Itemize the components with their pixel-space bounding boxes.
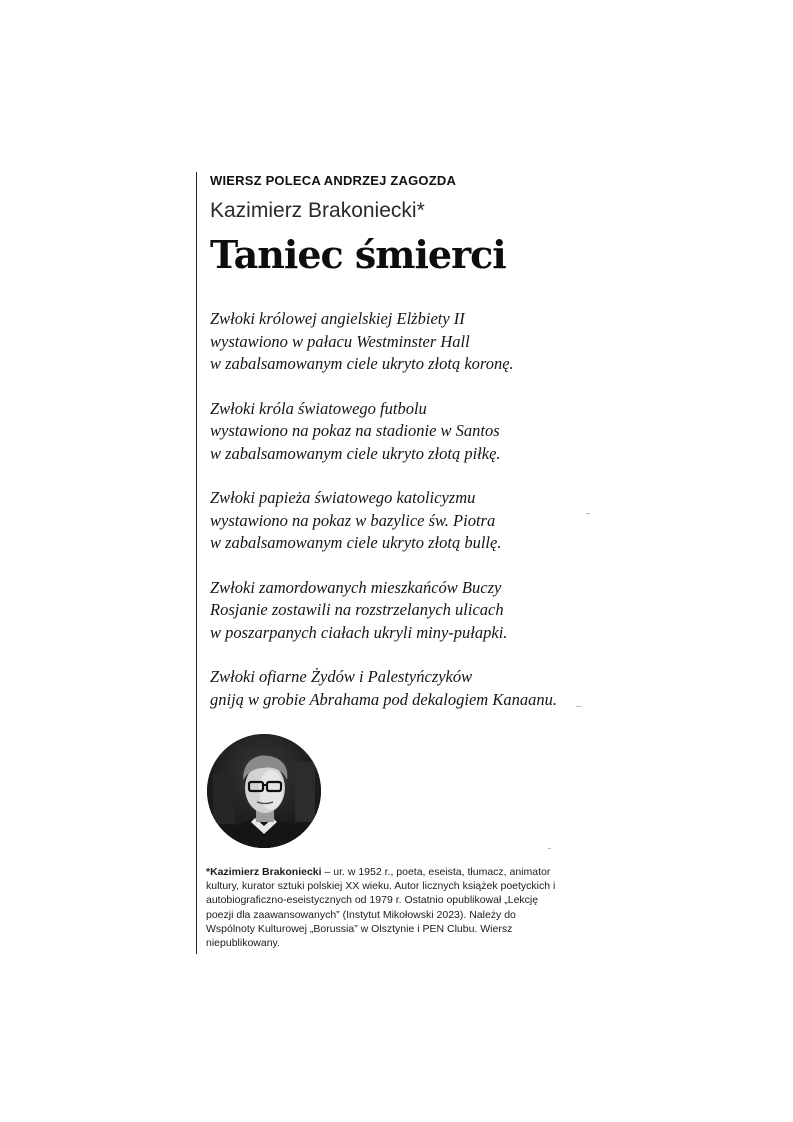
poem-stanza <box>210 308 590 376</box>
poem-line: Rosjanie zostawili na rozstrzelanych ulicach <box>210 600 504 619</box>
poem-line: wystawiono na pokaz w bazylice św. Piotra <box>210 510 496 530</box>
poem-line: w zabalsamowanym ciele ukryto złotą koronę. <box>210 354 514 373</box>
poem-line: w zabalsamowanym ciele ukryto złotą piłkę. <box>210 443 501 463</box>
portrait-image <box>207 734 321 848</box>
poem-stanza <box>210 666 590 711</box>
poem-line: wystawiono na pokaz na stadionie w Santos <box>210 421 500 440</box>
poem-line: Zwłoki ofiarne Żydów i Palestyńczyków <box>210 667 473 686</box>
bio-author-name: *Kazimierz Brakoniecki <box>206 866 322 878</box>
scan-speck <box>548 848 551 849</box>
poem-line: wystawiono w pałacu Westminster Hall <box>210 331 470 351</box>
poem-stanza <box>210 577 590 645</box>
poem-title: Taniec śmierci <box>210 232 506 277</box>
poem-line: w poszarpanych ciałach ukryli miny-pułapki. <box>210 622 508 642</box>
poem-line: Zwłoki zamordowanych mieszkańców Buczy <box>210 577 502 597</box>
scan-speck <box>586 513 590 514</box>
poem-body <box>210 308 590 711</box>
poem-line: Zwłoki królowej angielskiej Elżbiety II <box>210 309 465 328</box>
poem-stanza <box>210 487 590 555</box>
column-rule <box>196 172 197 954</box>
poem-author: Kazimierz Brakoniecki* <box>210 199 425 222</box>
article-column <box>210 172 590 733</box>
poem-line: gniją w grobie Abrahama pod dekalogiem Kanaanu. <box>210 689 557 709</box>
poem-stanza <box>210 398 590 466</box>
bio-text: – ur. w 1952 r., poeta, eseista, tłumacz, animator kultury, kurator sztuki polskiej XX wieku. Autor licznych książek poetyckich i autobiograficzno-eseistycznych od 1979 r. Ostatnio opublikował „Lekcję poezji dla zaawansowanych” (Instytut Mikołowski 2023). Należy do Wspólnoty Kulturowej „Borussia” w Olsztynie i PEN Clubu. Wiersz niepublikowany. <box>206 866 556 950</box>
scan-speck <box>576 706 581 707</box>
poem-line: Zwłoki króla światowego futbolu <box>210 398 427 418</box>
poem-line: Zwłoki papieża światowego katolicyzmu <box>210 488 476 507</box>
author-portrait <box>207 734 321 848</box>
article-kicker: WIERSZ POLECA ANDRZEJ ZAGOZDA <box>210 173 457 188</box>
poem-line: w zabalsamowanym ciele ukryto złotą bullę. <box>210 533 502 552</box>
author-bio <box>206 865 562 950</box>
photo-credit-vertical <box>183 762 192 952</box>
